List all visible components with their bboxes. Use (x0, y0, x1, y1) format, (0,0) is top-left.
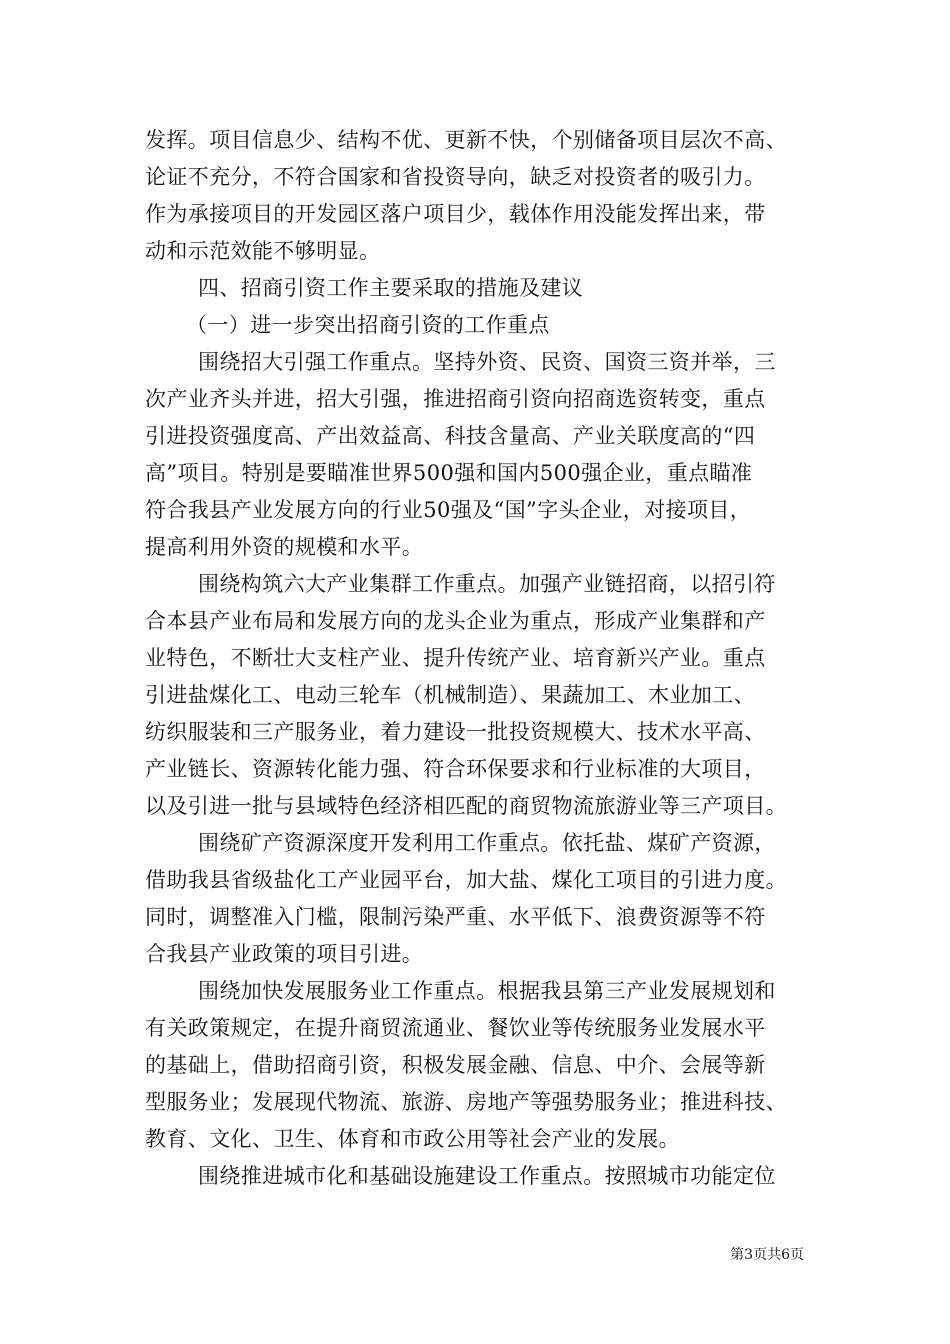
text-line: 发挥。项目信息少、结构不优、更新不快，个别储备项目层次不高、 (145, 128, 787, 152)
text-line: 符合我县产业发展方向的行业50强及“国”字头企业，对接项目， (145, 498, 752, 522)
paragraph-start: 围绕招大引强工作重点。坚持外资、民资、国资三资并举，三 (198, 350, 776, 374)
paragraph-start: 围绕矿产资源深度开发利用工作重点。依托盐、煤矿产资源， (198, 831, 776, 855)
text-line: 借助我县省级盐化工产业园平台，加大盐、煤化工项目的引进力度。 (145, 868, 787, 892)
paragraph-start: 围绕构筑六大产业集群工作重点。加强产业链招商，以招引符 (198, 572, 776, 596)
text-line: 的基础上，借助招商引资，积极发展金融、信息、中介、会展等新 (145, 1053, 766, 1077)
text-line: 产业链长、资源转化能力强、符合环保要求和行业标准的大项目， (145, 757, 766, 781)
text-line: 高”项目。特别是要瞄准世界500强和国内500强企业，重点瞄准 (145, 461, 753, 485)
text-line: 动和示范效能不够明显。 (145, 239, 381, 263)
paragraph-start: 围绕加快发展服务业工作重点。根据我县第三产业发展规划和 (198, 979, 776, 1003)
page-number-footer: 第3页共6页 (730, 1247, 804, 1263)
text-line: 引进投资强度高、产出效益高、科技含量高、产业关联度高的“四 (145, 424, 756, 448)
subsection-heading: （一）进一步突出招商引资的工作重点 (186, 313, 550, 337)
section-heading: 四、招商引资工作主要采取的措施及建议 (198, 276, 584, 300)
paragraph-start: 围绕推进城市化和基础设施建设工作重点。按照城市功能定位 (198, 1164, 776, 1188)
text-line: 引进盐煤化工、电动三轮车（机械制造）、果蔬加工、木业加工、 (145, 683, 756, 707)
text-line: 提高利用外资的规模和水平。 (145, 535, 424, 559)
text-line: 业特色，不断壮大支柱产业、提升传统产业、培育新兴产业。重点 (145, 646, 766, 670)
text-line: 以及引进一批与县域特色经济相匹配的商贸物流旅游业等三产项目。 (145, 794, 787, 818)
text-line: 论证不充分，不符合国家和省投资导向，缺乏对投资者的吸引力。 (145, 165, 766, 189)
text-line: 有关政策规定，在提升商贸流通业、餐饮业等传统服务业发展水平 (145, 1016, 766, 1040)
text-line: 型服务业；发展现代物流、旅游、房地产等强势服务业；推进科技、 (145, 1090, 787, 1114)
text-line: 教育、文化、卫生、体育和市政公用等社会产业的发展。 (145, 1127, 680, 1151)
text-line: 合我县产业政策的项目引进。 (145, 942, 424, 966)
text-line: 合本县产业布局和发展方向的龙头企业为重点，形成产业集群和产 (145, 609, 766, 633)
text-line: 同时，调整准入门槛，限制污染严重、水平低下、浪费资源等不符 (145, 905, 766, 929)
text-line: 次产业齐头并进，招大引强，推进招商引资向招商选资转变，重点 (145, 387, 766, 411)
text-line: 作为承接项目的开发园区落户项目少，载体作用没能发挥出来，带 (145, 202, 766, 226)
text-line: 纺织服装和三产服务业，着力建设一批投资规模大、技术水平高、 (145, 720, 766, 744)
